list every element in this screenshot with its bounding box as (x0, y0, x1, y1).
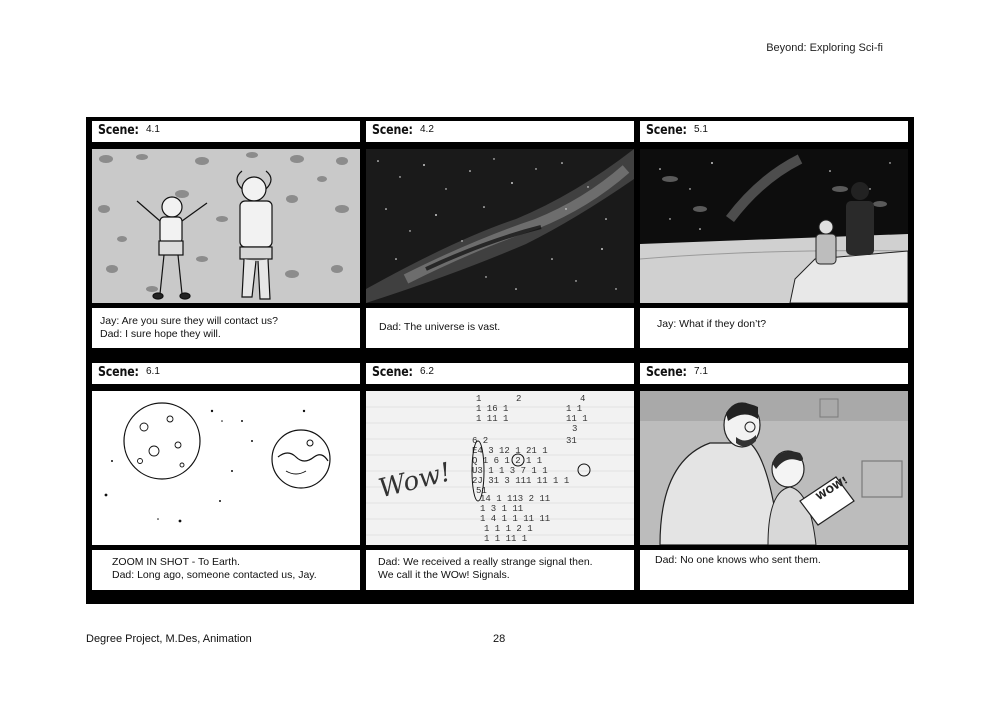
scene-header (366, 363, 634, 384)
panel-illustration-night-sky-car (640, 149, 908, 303)
svg-text:4: 4 (580, 394, 586, 404)
scene-label: Scene: (372, 365, 413, 380)
wow-handwritten-annotation: Wow! (375, 457, 455, 505)
svg-text:6 2: 6 2 (472, 436, 489, 446)
svg-text:11 1: 11 1 (566, 414, 588, 424)
svg-text:1 1 11 1: 1 1 11 1 (484, 534, 528, 544)
scene-number: 4.1 (146, 124, 160, 135)
panel-illustration-dad-reading-book (640, 391, 908, 545)
scene-number: 6.1 (146, 366, 160, 377)
caption-line: Jay: Are you sure they will contact us? (100, 315, 279, 327)
svg-text:1 1 1 2 1: 1 1 1 2 1 (484, 524, 533, 534)
svg-text:1 16 1: 1 16 1 (476, 404, 509, 414)
scene-header (640, 121, 908, 142)
storyboard-sheet (86, 117, 914, 604)
caption-line: ZOOM IN SHOT - To Earth. (112, 556, 240, 568)
svg-text:1 4 1 1 11 11: 1 4 1 1 11 11 (480, 514, 551, 524)
svg-text:3: 3 (572, 424, 578, 434)
panel-caption (366, 550, 634, 590)
scene-header (640, 363, 908, 384)
svg-text:U3 1 1 3 7 1 1: U3 1 1 3 7 1 1 (472, 466, 548, 476)
footer-project-label: Degree Project, M.Des, Animation (86, 633, 252, 645)
scene-number: 4.2 (420, 124, 434, 135)
svg-text:2: 2 (516, 394, 522, 404)
document-header-title: Beyond: Exploring Sci-fi (766, 42, 883, 54)
scene-number: 5.1 (694, 124, 708, 135)
svg-text:1 3 1 11: 1 3 1 11 (480, 504, 524, 514)
svg-text:51: 51 (476, 486, 487, 496)
scene-header (92, 363, 360, 384)
scene-header (92, 121, 360, 142)
panel-illustration-wow-signal-printout (366, 391, 634, 545)
panel-caption (640, 308, 908, 348)
scene-label: Scene: (372, 123, 413, 138)
page-number: 28 (493, 633, 506, 645)
caption-line: Dad: I sure hope they will. (100, 328, 221, 340)
panel-caption (92, 550, 360, 590)
scene-number: 7.1 (694, 366, 708, 377)
scene-label: Scene: (98, 123, 139, 138)
scene-number: 6.2 (420, 366, 434, 377)
svg-text:Q 1 6 1 2 1 1: Q 1 6 1 2 1 1 (472, 456, 543, 466)
panel-illustration-lying-on-grass (92, 149, 360, 303)
panel-caption (640, 550, 908, 590)
panel-illustration-planets (92, 391, 360, 545)
scene-header (366, 121, 634, 142)
svg-text:1: 1 (476, 394, 482, 404)
caption-line: Dad: The universe is vast. (379, 321, 501, 333)
caption-line: Jay: What if they don’t? (657, 318, 767, 330)
caption-line: Dad: No one knows who sent them. (655, 554, 821, 566)
scene-label: Scene: (98, 365, 139, 380)
svg-text:1 1: 1 1 (566, 404, 583, 414)
panel-illustration-milky-way (366, 149, 634, 303)
caption-line: Dad: Long ago, someone contacted us, Jay. (112, 569, 317, 581)
scene-label: Scene: (646, 365, 687, 380)
caption-line: Dad: We received a really strange signal then. (378, 556, 593, 568)
panel-caption (366, 308, 634, 348)
book-cover-title: WOW! (814, 475, 851, 504)
scene-label: Scene: (646, 123, 687, 138)
caption-line: We call it the WOw! Signals. (378, 569, 510, 581)
svg-text:31: 31 (566, 436, 577, 446)
panel-caption (92, 308, 360, 348)
svg-text:2J 31 3 111 11 1 1: 2J 31 3 111 11 1 1 (472, 476, 570, 486)
svg-text:1 11 1: 1 11 1 (476, 414, 509, 424)
svg-text:E4 3 12 1 21 1: E4 3 12 1 21 1 (472, 446, 548, 456)
svg-text:14 1 113 2 11: 14 1 113 2 11 (480, 494, 551, 504)
